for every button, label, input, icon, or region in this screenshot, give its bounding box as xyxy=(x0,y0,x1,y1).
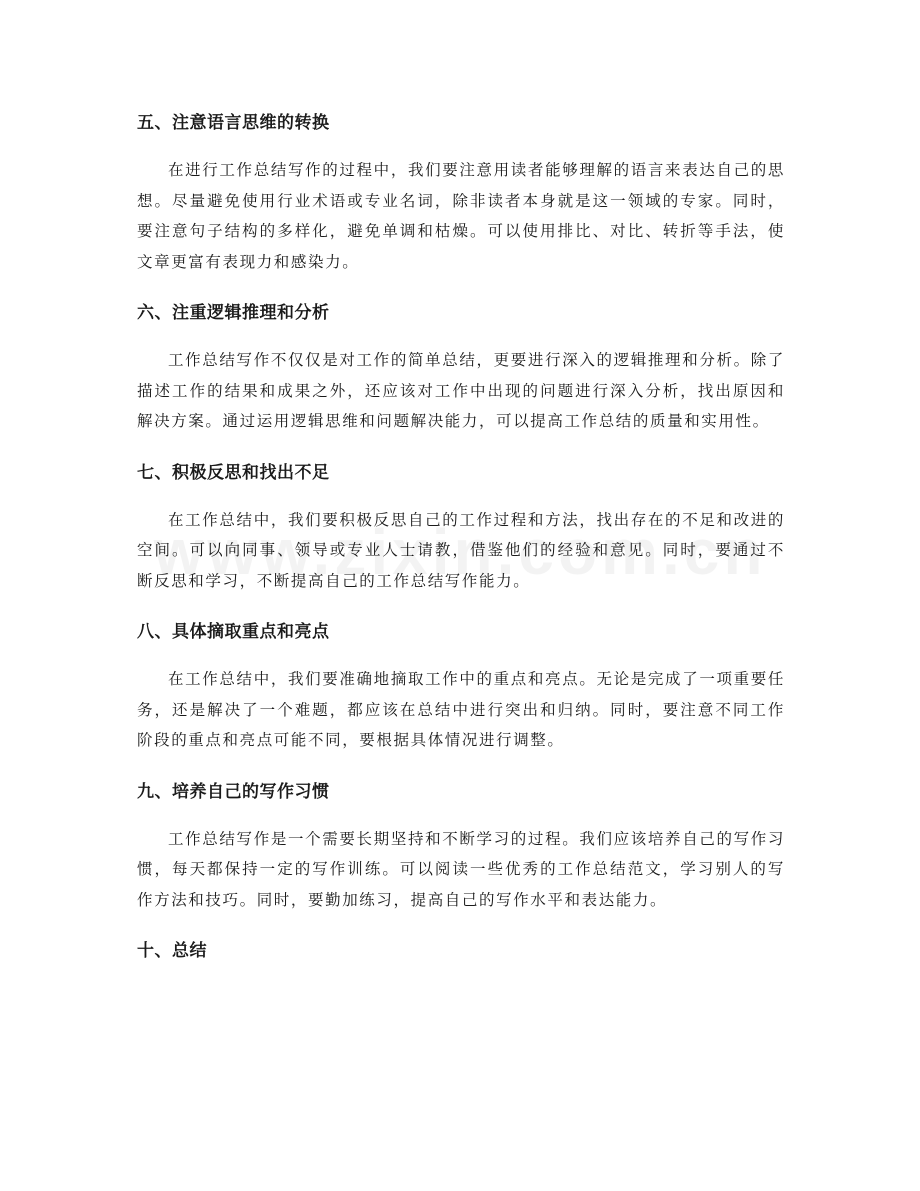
section-5 xyxy=(137,105,785,277)
section-paragraph: 在工作总结中，我们要准确地摘取工作中的重点和亮点。无论是完成了一项重要任务，还是解决了一个难题，都应该在总结中进行突出和归纳。同时，要注意不同工作阶段的重点和亮点可能不同，要根据具体情况进行调整。 xyxy=(137,670,785,749)
section-paragraph: 工作总结写作是一个需要长期坚持和不断学习的过程。我们应该培养自己的写作习惯，每天都保持一定的写作训练。可以阅读一些优秀的工作总结范文，学习别人的写作方法和技巧。同时，要勤加练习，提高自己的写作水平和表达能力。 xyxy=(137,829,785,909)
section-paragraph: 在工作总结中，我们要积极反思自己的工作过程和方法，找出存在的不足和改进的空间。可以向同事、领导或专业人士请教，借鉴他们的经验和意见。同时，要通过不断反思和学习，不断提高自己的工作总结写作能力。 xyxy=(137,510,785,590)
section-9 xyxy=(137,774,785,916)
section-heading: 七、积极反思和找出不足 xyxy=(137,462,330,483)
document-content xyxy=(137,105,785,983)
section-heading: 五、注意语言思维的转换 xyxy=(137,113,330,133)
section-heading: 六、注重逻辑推理和分析 xyxy=(137,303,330,323)
section-heading: 九、培养自己的写作习惯 xyxy=(137,781,330,802)
section-heading: 十、总结 xyxy=(137,941,207,961)
section-paragraph: 工作总结写作不仅仅是对工作的简单总结，更要进行深入的逻辑推理和分析。除了描述工作的结果和成果之外，还应该对工作中出现的问题进行深入分析，找出原因和解决方案。通过运用逻辑思维和问题解决能力，可以提高工作总结的质量和实用性。 xyxy=(137,351,785,430)
section-8 xyxy=(137,614,785,756)
section-paragraph: 在进行工作总结写作的过程中，我们要注意用读者能够理解的语言来表达自己的思想。尽量避免使用行业术语或专业名词，除非读者本身就是这一领域的专家。同时，要注意句子结构的多样化，避免单调和枯燥。可以使用排比、对比、转折等手法，使文章更富有表现力和感染力。 xyxy=(137,161,785,271)
section-heading: 八、具体摘取重点和亮点 xyxy=(137,622,330,642)
section-7 xyxy=(137,455,785,597)
section-6 xyxy=(137,295,785,437)
section-10 xyxy=(137,933,785,969)
